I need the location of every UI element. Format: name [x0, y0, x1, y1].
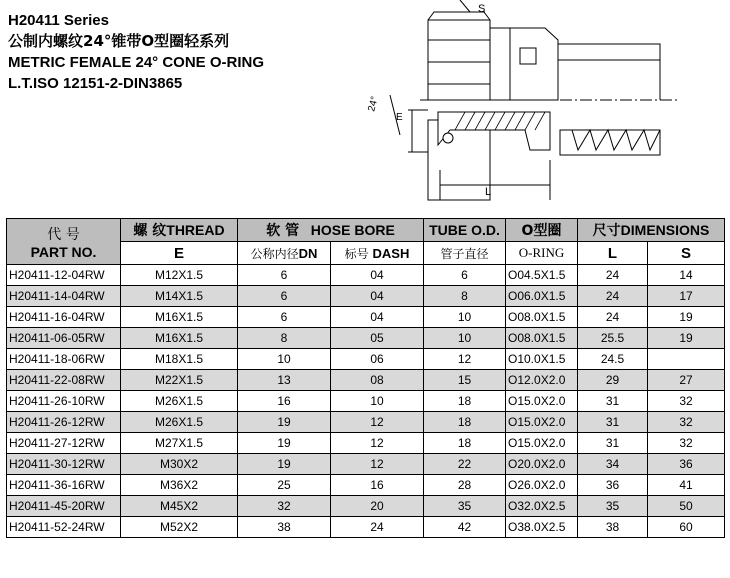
- cell-thread: M16X1.5: [121, 328, 238, 349]
- cell-tube: 18: [424, 412, 506, 433]
- cell-thread: M22X1.5: [121, 370, 238, 391]
- header-tube: TUBE O.D.: [424, 219, 506, 242]
- cell-dn: 6: [238, 286, 331, 307]
- cell-oring: O38.0X2.5: [506, 517, 578, 538]
- cell-thread: M36X2: [121, 475, 238, 496]
- cell-part: H20411-52-24RW: [7, 517, 121, 538]
- label-angle: 24°: [366, 95, 381, 113]
- cell-tube: 15: [424, 370, 506, 391]
- table-row: [7, 496, 725, 517]
- cell-part: H20411-26-12RW: [7, 412, 121, 433]
- cell-dn: 19: [238, 433, 331, 454]
- cell-dash: 08: [331, 370, 424, 391]
- cell-part: H20411-45-20RW: [7, 496, 121, 517]
- o-ring: [443, 133, 453, 143]
- cell-oring: O26.0X2.0: [506, 475, 578, 496]
- label-s: S: [478, 3, 486, 15]
- table-row: [7, 433, 725, 454]
- cell-oring: O12.0X2.0: [506, 370, 578, 391]
- table-row: [7, 412, 725, 433]
- nut-upper: [428, 20, 490, 100]
- cell-l: 24.5: [578, 349, 648, 370]
- cell-s: 36: [648, 454, 725, 475]
- cell-s: 41: [648, 475, 725, 496]
- cell-thread: M16X1.5: [121, 307, 238, 328]
- cell-dash: 04: [331, 286, 424, 307]
- cell-dash: 05: [331, 328, 424, 349]
- cell-dash: 24: [331, 517, 424, 538]
- series-title: H20411 Series: [8, 12, 109, 29]
- cell-l: 36: [578, 475, 648, 496]
- cell-dn: 8: [238, 328, 331, 349]
- cell-dn: 19: [238, 412, 331, 433]
- cell-dn: 25: [238, 475, 331, 496]
- spec-table: [6, 218, 725, 538]
- cell-l: 29: [578, 370, 648, 391]
- cell-part: H20411-36-16RW: [7, 475, 121, 496]
- cell-s: 27: [648, 370, 725, 391]
- table-row: [7, 307, 725, 328]
- cell-part: H20411-26-10RW: [7, 391, 121, 412]
- cell-oring: O15.0X2.0: [506, 433, 578, 454]
- cell-tube: 12: [424, 349, 506, 370]
- cell-l: 24: [578, 286, 648, 307]
- fitting-drawing: [360, 0, 690, 215]
- cell-oring: O08.0X1.5: [506, 328, 578, 349]
- cell-oring: O08.0X1.5: [506, 307, 578, 328]
- cell-tube: 42: [424, 517, 506, 538]
- cell-dash: 10: [331, 391, 424, 412]
- cell-oring: O04.5X1.5: [506, 265, 578, 286]
- header-row-1: [7, 219, 725, 242]
- cell-part: H20411-30-12RW: [7, 454, 121, 475]
- header-thread-sub: E: [121, 242, 238, 265]
- header-dash: 标号 DASH: [331, 242, 424, 265]
- cell-dash: 06: [331, 349, 424, 370]
- cell-oring: O20.0X2.0: [506, 454, 578, 475]
- cell-tube: 10: [424, 307, 506, 328]
- cell-dn: 19: [238, 454, 331, 475]
- cell-dn: 32: [238, 496, 331, 517]
- cell-dn: 16: [238, 391, 331, 412]
- cell-thread: M45X2: [121, 496, 238, 517]
- serrations: [560, 130, 660, 150]
- cell-s: 50: [648, 496, 725, 517]
- header-dn: 公称内径DN: [238, 242, 331, 265]
- header-hose: 软 管 HOSE BORE: [238, 219, 424, 242]
- cell-dn: 6: [238, 307, 331, 328]
- cell-dn: 38: [238, 517, 331, 538]
- cell-s: 32: [648, 433, 725, 454]
- cell-tube: 6: [424, 265, 506, 286]
- cell-dash: 04: [331, 265, 424, 286]
- cell-dash: 20: [331, 496, 424, 517]
- cell-thread: M14X1.5: [121, 286, 238, 307]
- hose-tail: [558, 44, 660, 100]
- cell-tube: 22: [424, 454, 506, 475]
- cell-s: 14: [648, 265, 725, 286]
- cell-tube: 18: [424, 391, 506, 412]
- cell-tube: 35: [424, 496, 506, 517]
- cell-thread: M26X1.5: [121, 391, 238, 412]
- cell-part: H20411-14-04RW: [7, 286, 121, 307]
- cell-thread: M52X2: [121, 517, 238, 538]
- cell-tube: 28: [424, 475, 506, 496]
- cell-dash: 16: [331, 475, 424, 496]
- cell-part: H20411-12-04RW: [7, 265, 121, 286]
- cell-l: 24: [578, 265, 648, 286]
- cell-l: 31: [578, 391, 648, 412]
- header-dim-s: S: [648, 242, 725, 265]
- cell-s: [648, 349, 725, 370]
- cell-thread: M26X1.5: [121, 412, 238, 433]
- cell-l: 24: [578, 307, 648, 328]
- cell-oring: O15.0X2.0: [506, 391, 578, 412]
- cell-oring: O06.0X1.5: [506, 286, 578, 307]
- header-thread: 螺 纹THREAD: [121, 219, 238, 242]
- cell-l: 35: [578, 496, 648, 517]
- cell-part: H20411-22-08RW: [7, 370, 121, 391]
- cell-dn: 13: [238, 370, 331, 391]
- header-dim-l: L: [578, 242, 648, 265]
- cell-part: H20411-27-12RW: [7, 433, 121, 454]
- table-row: [7, 475, 725, 496]
- cell-tube: 10: [424, 328, 506, 349]
- nut-lower: [428, 120, 490, 200]
- title-block: [8, 10, 264, 94]
- cell-thread: M30X2: [121, 454, 238, 475]
- table-row: [7, 517, 725, 538]
- cell-l: 31: [578, 412, 648, 433]
- cell-tube: 18: [424, 433, 506, 454]
- english-title: METRIC FEMALE 24° CONE O-RING: [8, 54, 265, 71]
- cell-s: 19: [648, 307, 725, 328]
- cell-dash: 04: [331, 307, 424, 328]
- table-row: [7, 454, 725, 475]
- cell-dn: 6: [238, 265, 331, 286]
- cell-thread: M12X1.5: [121, 265, 238, 286]
- label-l: L: [485, 186, 492, 198]
- table-row: [7, 349, 725, 370]
- cell-oring: O32.0X2.5: [506, 496, 578, 517]
- cell-l: 34: [578, 454, 648, 475]
- cell-oring: O15.0X2.0: [506, 412, 578, 433]
- cell-s: 19: [648, 328, 725, 349]
- table-row: [7, 286, 725, 307]
- cell-dash: 12: [331, 454, 424, 475]
- header-part: 代 号 PART NO.: [7, 219, 121, 265]
- cell-s: 32: [648, 391, 725, 412]
- label-e: E: [396, 112, 403, 123]
- cell-l: 31: [578, 433, 648, 454]
- table-row: [7, 328, 725, 349]
- cell-l: 38: [578, 517, 648, 538]
- header-oring-en: O-RING: [506, 242, 578, 265]
- header-dimensions: 尺寸DIMENSIONS: [578, 219, 725, 242]
- cell-dash: 12: [331, 412, 424, 433]
- cell-oring: O10.0X1.5: [506, 349, 578, 370]
- cell-dn: 10: [238, 349, 331, 370]
- cell-part: H20411-16-04RW: [7, 307, 121, 328]
- cell-thread: M27X1.5: [121, 433, 238, 454]
- cell-s: 32: [648, 412, 725, 433]
- table-row: [7, 265, 725, 286]
- header-tube-cn: 管子直径: [424, 242, 506, 265]
- cell-l: 25.5: [578, 328, 648, 349]
- cell-tube: 8: [424, 286, 506, 307]
- chinese-title: 公制内螺纹24°锥带O型圈轻系列: [8, 32, 230, 50]
- cell-thread: M18X1.5: [121, 349, 238, 370]
- table-row: [7, 370, 725, 391]
- cell-part: H20411-06-05RW: [7, 328, 121, 349]
- cell-part: H20411-18-06RW: [7, 349, 121, 370]
- standard-title: L.T.ISO 12151-2-DIN3865: [8, 75, 183, 92]
- table-row: [7, 391, 725, 412]
- header-oring: O型圈: [506, 219, 578, 242]
- cell-dash: 12: [331, 433, 424, 454]
- cell-s: 17: [648, 286, 725, 307]
- cell-s: 60: [648, 517, 725, 538]
